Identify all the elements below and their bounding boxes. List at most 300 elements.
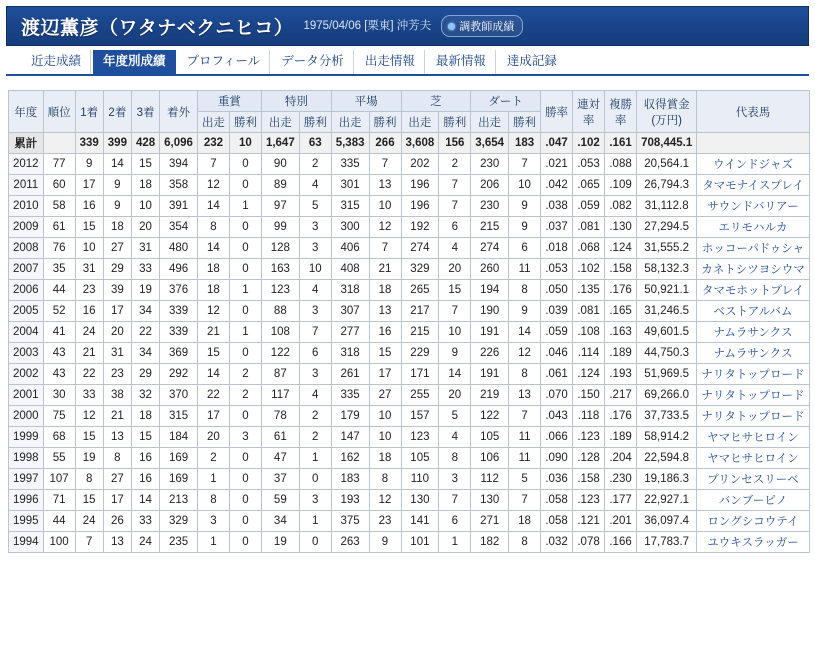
col-rank: 順位 xyxy=(43,91,75,133)
cell-w1: 16 xyxy=(75,196,103,217)
cell-gr_run: 12 xyxy=(197,175,229,196)
cell-rate3: .165 xyxy=(605,301,637,322)
cell-w3: 16 xyxy=(131,469,159,490)
cell-year: 2008 xyxy=(9,238,44,259)
cell-turf_run: 171 xyxy=(401,364,439,385)
cell-dirt_win: 12 xyxy=(509,343,541,364)
top-horse-link[interactable]: ナリタトップロード xyxy=(701,390,805,402)
cell-fl_win: 7 xyxy=(369,154,401,175)
cell-top-horse[interactable] xyxy=(697,322,810,343)
cell-wrate: .090 xyxy=(541,448,573,469)
cell-dirt_win: 9 xyxy=(509,217,541,238)
top-horse-link[interactable]: エリモハルカ xyxy=(718,222,788,234)
cell-top-horse[interactable] xyxy=(697,532,810,553)
cell-money: 31,112.8 xyxy=(637,196,697,217)
cell-w2: 31 xyxy=(103,343,131,364)
cell-dirt_run: 274 xyxy=(471,238,509,259)
cell-dirt_win: 10 xyxy=(509,175,541,196)
subcol-4-0: 出走 xyxy=(471,112,509,133)
col-year: 年度 xyxy=(9,91,44,133)
cell-top-horse[interactable] xyxy=(697,217,810,238)
cell-fl_win: 12 xyxy=(369,490,401,511)
cell-rate3: .082 xyxy=(605,196,637,217)
cell-turf_win: 5 xyxy=(439,406,471,427)
cell-sp_win: 3 xyxy=(299,364,331,385)
cell-w3: 24 xyxy=(131,532,159,553)
cell-out: 354 xyxy=(160,217,198,238)
cell-sp_run: 1,647 xyxy=(261,133,299,154)
cell-dirt_win: 11 xyxy=(509,427,541,448)
cell-turf_run: 196 xyxy=(401,196,439,217)
cell-wrate: .037 xyxy=(541,217,573,238)
cell-rate3: .158 xyxy=(605,259,637,280)
cell-fl_win: 7 xyxy=(369,238,401,259)
cell-w2: 27 xyxy=(103,238,131,259)
cell-money: 20,564.1 xyxy=(637,154,697,175)
cell-rate3: .217 xyxy=(605,385,637,406)
cell-rate3: .177 xyxy=(605,490,637,511)
cell-rank: 68 xyxy=(43,427,75,448)
cell-wrate: .058 xyxy=(541,490,573,511)
cell-turf_run: 130 xyxy=(401,490,439,511)
cell-rank: 77 xyxy=(43,154,75,175)
cell-fl_win: 21 xyxy=(369,259,401,280)
cell-out: 339 xyxy=(160,301,198,322)
cell-sp_run: 89 xyxy=(261,175,299,196)
cell-w1: 33 xyxy=(75,385,103,406)
cell-gr_win: 1 xyxy=(229,322,261,343)
table-row xyxy=(9,532,810,553)
table-row xyxy=(9,280,810,301)
cell-money: 22,594.8 xyxy=(637,448,697,469)
cell-sp_run: 19 xyxy=(261,532,299,553)
cell-turf_run: 105 xyxy=(401,448,439,469)
cell-sp_win: 7 xyxy=(299,322,331,343)
cell-top-horse xyxy=(697,133,810,154)
cell-w2: 38 xyxy=(103,385,131,406)
cell-year: 2009 xyxy=(9,217,44,238)
cell-dirt_run: 230 xyxy=(471,154,509,175)
cell-rate3: .176 xyxy=(605,406,637,427)
cell-fl_run: 263 xyxy=(331,532,369,553)
cell-turf_win: 156 xyxy=(439,133,471,154)
cell-fl_win: 27 xyxy=(369,385,401,406)
cell-top-horse[interactable] xyxy=(697,280,810,301)
cell-gr_win: 0 xyxy=(229,490,261,511)
cell-gr_win: 0 xyxy=(229,238,261,259)
cell-top-horse[interactable] xyxy=(697,301,810,322)
subcol-1-0: 出走 xyxy=(261,112,299,133)
tab-3[interactable]: データ分析 xyxy=(272,50,354,74)
col-second: 2着 xyxy=(103,91,131,133)
cell-wrate: .018 xyxy=(541,238,573,259)
cell-w2: 14 xyxy=(103,154,131,175)
cell-year: 2005 xyxy=(9,301,44,322)
cell-fl_run: 300 xyxy=(331,217,369,238)
cell-year: 2007 xyxy=(9,259,44,280)
cell-rank: 30 xyxy=(43,385,75,406)
cell-w2: 9 xyxy=(103,175,131,196)
cell-fl_run: 318 xyxy=(331,343,369,364)
cell-sp_win: 10 xyxy=(299,259,331,280)
tab-4[interactable]: 出走情報 xyxy=(356,50,425,74)
cell-fl_win: 10 xyxy=(369,427,401,448)
cell-top-horse[interactable] xyxy=(697,196,810,217)
cell-w3: 32 xyxy=(131,385,159,406)
cell-w3: 15 xyxy=(131,154,159,175)
cell-year: 1994 xyxy=(9,532,44,553)
cell-rank: 41 xyxy=(43,322,75,343)
cell-top-horse[interactable] xyxy=(697,259,810,280)
cell-fl_win: 18 xyxy=(369,280,401,301)
cell-turf_win: 9 xyxy=(439,343,471,364)
cell-wrate: .032 xyxy=(541,532,573,553)
cell-rank: 52 xyxy=(43,301,75,322)
cell-dirt_win: 13 xyxy=(509,385,541,406)
cell-fl_run: 162 xyxy=(331,448,369,469)
cell-out: 369 xyxy=(160,343,198,364)
cell-gr_run: 17 xyxy=(197,406,229,427)
cell-sp_win: 4 xyxy=(299,280,331,301)
cell-w1: 21 xyxy=(75,343,103,364)
top-horse-link[interactable]: プリンセスリーベ xyxy=(707,474,799,486)
cell-money: 44,750.3 xyxy=(637,343,697,364)
cell-top-horse[interactable] xyxy=(697,469,810,490)
col-earnings xyxy=(637,91,697,133)
cell-rate2: .081 xyxy=(573,301,605,322)
cell-wrate: .042 xyxy=(541,175,573,196)
tab-6[interactable]: 達成記録 xyxy=(506,54,557,68)
cell-wrate: .070 xyxy=(541,385,573,406)
cell-dirt_run: 194 xyxy=(471,280,509,301)
cell-money: 36,097.4 xyxy=(637,511,697,532)
cell-fl_run: 315 xyxy=(331,196,369,217)
subcol-3-0: 出走 xyxy=(401,112,439,133)
top-horse-link[interactable]: ベストアルバム xyxy=(713,306,793,318)
cell-money: 708,445.1 xyxy=(637,133,697,154)
cell-money: 31,555.2 xyxy=(637,238,697,259)
table-row xyxy=(9,385,810,406)
cell-fl_run: 193 xyxy=(331,490,369,511)
cell-turf_run: 192 xyxy=(401,217,439,238)
cell-rate2: .118 xyxy=(573,406,605,427)
cell-sp_win: 3 xyxy=(299,217,331,238)
table-row xyxy=(9,490,810,511)
cell-year: 2001 xyxy=(9,385,44,406)
cell-sp_run: 128 xyxy=(261,238,299,259)
cell-w3: 33 xyxy=(131,511,159,532)
cell-sp_win: 6 xyxy=(299,343,331,364)
cell-turf_win: 2 xyxy=(439,154,471,175)
cell-w2: 20 xyxy=(103,322,131,343)
cell-turf_win: 14 xyxy=(439,364,471,385)
cell-turf_run: 329 xyxy=(401,259,439,280)
tab-5[interactable]: 最新情報 xyxy=(427,50,496,74)
cell-dirt_run: 260 xyxy=(471,259,509,280)
cell-out: 169 xyxy=(160,469,198,490)
cell-fl_win: 9 xyxy=(369,532,401,553)
col-earnings-line2: (万円) xyxy=(651,114,682,127)
cell-money: 49,601.5 xyxy=(637,322,697,343)
cell-gr_win: 0 xyxy=(229,301,261,322)
table-row xyxy=(9,175,810,196)
col-win-rate: 勝率 xyxy=(541,91,573,133)
top-horse-link[interactable]: サウンドバリアー xyxy=(707,201,799,213)
cell-top-horse[interactable] xyxy=(697,406,810,427)
cell-w1: 9 xyxy=(75,154,103,175)
cell-money: 37,733.5 xyxy=(637,406,697,427)
cell-w1: 23 xyxy=(75,280,103,301)
cell-turf_win: 6 xyxy=(439,217,471,238)
subcol-0-0: 出走 xyxy=(197,112,229,133)
cell-sp_win: 4 xyxy=(299,175,331,196)
cell-rate3: .189 xyxy=(605,427,637,448)
top-horse-link[interactable]: カネトシツヨシウマ xyxy=(701,264,805,276)
cell-rate2: .053 xyxy=(573,154,605,175)
cell-out: 370 xyxy=(160,385,198,406)
cell-turf_win: 4 xyxy=(439,427,471,448)
cell-out: 496 xyxy=(160,259,198,280)
cell-turf_win: 15 xyxy=(439,280,471,301)
cell-sp_win: 1 xyxy=(299,448,331,469)
cell-rate2: .135 xyxy=(573,280,605,301)
cell-top-horse[interactable] xyxy=(697,511,810,532)
top-horse-link[interactable]: タマモナイスプレイ xyxy=(702,180,804,192)
subcol-2-1: 勝利 xyxy=(369,112,401,133)
top-horse-link[interactable]: ヤマヒサヒロイン xyxy=(707,432,799,444)
cell-rate3: .230 xyxy=(605,469,637,490)
cell-out: 213 xyxy=(160,490,198,511)
cell-rank xyxy=(43,133,75,154)
cell-gr_run: 1 xyxy=(197,532,229,553)
cell-wrate: .047 xyxy=(541,133,573,154)
cell-sp_win: 4 xyxy=(299,385,331,406)
cell-w2: 13 xyxy=(103,427,131,448)
cell-gr_run: 18 xyxy=(197,259,229,280)
cell-rate2: .102 xyxy=(573,133,605,154)
cell-rate3: .088 xyxy=(605,154,637,175)
cell-top-horse[interactable] xyxy=(697,154,810,175)
tab-2[interactable]: プロフィール xyxy=(178,50,271,74)
cell-w1: 15 xyxy=(75,427,103,448)
cell-wrate: .066 xyxy=(541,427,573,448)
top-horse-link[interactable]: タマモホットプレイ xyxy=(701,285,805,297)
cell-money: 69,266.0 xyxy=(637,385,697,406)
subcol-2-0: 出走 xyxy=(331,112,369,133)
top-horse-link[interactable]: ユウキスラッガー xyxy=(707,537,799,549)
cell-sp_run: 90 xyxy=(261,154,299,175)
cell-out: 184 xyxy=(160,427,198,448)
cell-gr_win: 0 xyxy=(229,469,261,490)
cell-money: 17,783.7 xyxy=(637,532,697,553)
cell-w3: 33 xyxy=(131,259,159,280)
cell-top-horse[interactable] xyxy=(697,364,810,385)
cell-wrate: .059 xyxy=(541,322,573,343)
cell-fl_win: 10 xyxy=(369,406,401,427)
cell-dirt_win: 7 xyxy=(509,406,541,427)
top-horse-link[interactable]: ヤマヒサヒロイン xyxy=(707,453,799,465)
cell-year: 2011 xyxy=(9,175,44,196)
top-horse-link[interactable]: バンブーピノ xyxy=(718,495,788,507)
tab-0[interactable]: 近走成績 xyxy=(22,50,91,74)
cell-rate2: .068 xyxy=(573,238,605,259)
cell-turf_win: 20 xyxy=(439,385,471,406)
cell-sp_win: 3 xyxy=(299,301,331,322)
cell-w3: 16 xyxy=(131,448,159,469)
cell-top-horse[interactable] xyxy=(697,175,810,196)
cell-money: 31,246.5 xyxy=(637,301,697,322)
cell-gr_win: 0 xyxy=(229,532,261,553)
cell-sp_win: 3 xyxy=(299,490,331,511)
cell-wrate: .046 xyxy=(541,343,573,364)
cell-fl_win: 23 xyxy=(369,511,401,532)
cell-w3: 428 xyxy=(131,133,159,154)
cell-turf_run: 229 xyxy=(401,343,439,364)
table-head xyxy=(9,91,810,133)
cell-turf_win: 20 xyxy=(439,259,471,280)
cell-rate2: .102 xyxy=(573,259,605,280)
cell-w3: 20 xyxy=(131,217,159,238)
cell-turf_run: 110 xyxy=(401,469,439,490)
cell-rate3: .204 xyxy=(605,448,637,469)
cell-year: 2010 xyxy=(9,196,44,217)
col-top-horse: 代表馬 xyxy=(697,91,810,133)
cell-top-horse[interactable] xyxy=(697,448,810,469)
cell-top-horse[interactable] xyxy=(697,343,810,364)
cell-w3: 34 xyxy=(131,301,159,322)
top-horse-link[interactable]: ロングシコウテイ xyxy=(707,516,799,528)
cell-sp_run: 123 xyxy=(261,280,299,301)
cell-dirt_win: 8 xyxy=(509,364,541,385)
cell-dirt_run: 191 xyxy=(471,322,509,343)
cell-turf_win: 7 xyxy=(439,301,471,322)
cell-rate2: .124 xyxy=(573,364,605,385)
records-table xyxy=(8,90,810,553)
cell-out: 235 xyxy=(160,532,198,553)
cell-w3: 10 xyxy=(131,196,159,217)
cell-w2: 26 xyxy=(103,511,131,532)
cell-rate3: .130 xyxy=(605,217,637,238)
cell-rate3: .166 xyxy=(605,532,637,553)
top-horse-link[interactable]: ウインドジャズ xyxy=(713,159,793,171)
cell-gr_run: 8 xyxy=(197,217,229,238)
cell-year: 1998 xyxy=(9,448,44,469)
cell-dirt_win: 5 xyxy=(509,469,541,490)
col-group-turf: 芝 xyxy=(401,91,471,112)
cell-dirt_win: 6 xyxy=(509,238,541,259)
cell-w2: 8 xyxy=(103,448,131,469)
cell-money: 51,969.5 xyxy=(637,364,697,385)
cell-w3: 34 xyxy=(131,343,159,364)
cell-gr_run: 1 xyxy=(197,469,229,490)
cell-top-horse[interactable] xyxy=(697,238,810,259)
cell-sp_run: 122 xyxy=(261,343,299,364)
cell-rank: 61 xyxy=(43,217,75,238)
top-horse-link[interactable]: ナムラサンクス xyxy=(713,348,793,360)
cell-dirt_run: 191 xyxy=(471,364,509,385)
cell-w1: 7 xyxy=(75,532,103,553)
cell-out: 339 xyxy=(160,322,198,343)
tab-1[interactable]: 年度別成績 xyxy=(93,50,176,74)
cell-rank: 43 xyxy=(43,343,75,364)
cell-wrate: .061 xyxy=(541,364,573,385)
cell-fl_run: 261 xyxy=(331,364,369,385)
cell-rate2: .158 xyxy=(573,469,605,490)
col-first: 1着 xyxy=(75,91,103,133)
cell-w2: 399 xyxy=(103,133,131,154)
cell-top-horse[interactable] xyxy=(697,427,810,448)
cell-sp_run: 37 xyxy=(261,469,299,490)
cell-wrate: .058 xyxy=(541,511,573,532)
cell-fl_run: 335 xyxy=(331,385,369,406)
cell-gr_run: 12 xyxy=(197,301,229,322)
cell-money: 58,132.3 xyxy=(637,259,697,280)
cell-dirt_run: 230 xyxy=(471,196,509,217)
table-row xyxy=(9,364,810,385)
cell-dirt_run: 219 xyxy=(471,385,509,406)
table-row xyxy=(9,196,810,217)
cell-w1: 22 xyxy=(75,364,103,385)
cell-rate3: .189 xyxy=(605,343,637,364)
cell-dirt_win: 9 xyxy=(509,196,541,217)
cell-top-horse[interactable] xyxy=(697,490,810,511)
col-group-special: 特別 xyxy=(261,91,331,112)
top-horse-link[interactable]: ホッコーパドゥシャ xyxy=(701,243,805,255)
cell-dirt_run: 130 xyxy=(471,490,509,511)
cell-money: 58,914.2 xyxy=(637,427,697,448)
cell-gr_win: 3 xyxy=(229,427,261,448)
cell-gr_win: 0 xyxy=(229,217,261,238)
cell-dirt_win: 8 xyxy=(509,532,541,553)
cell-money: 50,921.1 xyxy=(637,280,697,301)
cell-sp_run: 88 xyxy=(261,301,299,322)
cell-year: 1999 xyxy=(9,427,44,448)
col-third: 3着 xyxy=(131,91,159,133)
cell-fl_run: 335 xyxy=(331,154,369,175)
cell-sp_win: 0 xyxy=(299,469,331,490)
cell-gr_win: 2 xyxy=(229,364,261,385)
status-badge[interactable] xyxy=(441,15,523,37)
cell-sp_run: 87 xyxy=(261,364,299,385)
cell-dirt_run: 106 xyxy=(471,448,509,469)
cell-turf_run: 141 xyxy=(401,511,439,532)
table-row xyxy=(9,469,810,490)
cell-turf_win: 7 xyxy=(439,490,471,511)
table-row xyxy=(9,406,810,427)
cell-turf_run: 217 xyxy=(401,301,439,322)
top-horse-link[interactable]: ナリタトップロード xyxy=(701,369,805,381)
cell-sp_win: 0 xyxy=(299,532,331,553)
cell-dirt_win: 9 xyxy=(509,301,541,322)
cell-rank: 58 xyxy=(43,196,75,217)
cell-rank: 100 xyxy=(43,532,75,553)
cell-turf_win: 7 xyxy=(439,196,471,217)
top-horse-link[interactable]: ナリタトップロード xyxy=(701,411,805,423)
cell-top-horse[interactable] xyxy=(697,385,810,406)
table-row xyxy=(9,259,810,280)
cell-w3: 15 xyxy=(131,427,159,448)
top-horse-link[interactable]: ナムラサンクス xyxy=(713,327,793,339)
cell-fl_run: 307 xyxy=(331,301,369,322)
cell-w1: 31 xyxy=(75,259,103,280)
cell-w2: 39 xyxy=(103,280,131,301)
cell-money: 27,294.5 xyxy=(637,217,697,238)
subcol-3-1: 勝利 xyxy=(439,112,471,133)
cell-rate2: .081 xyxy=(573,217,605,238)
cell-sp_run: 78 xyxy=(261,406,299,427)
cell-year: 1996 xyxy=(9,490,44,511)
cell-dirt_run: 215 xyxy=(471,217,509,238)
